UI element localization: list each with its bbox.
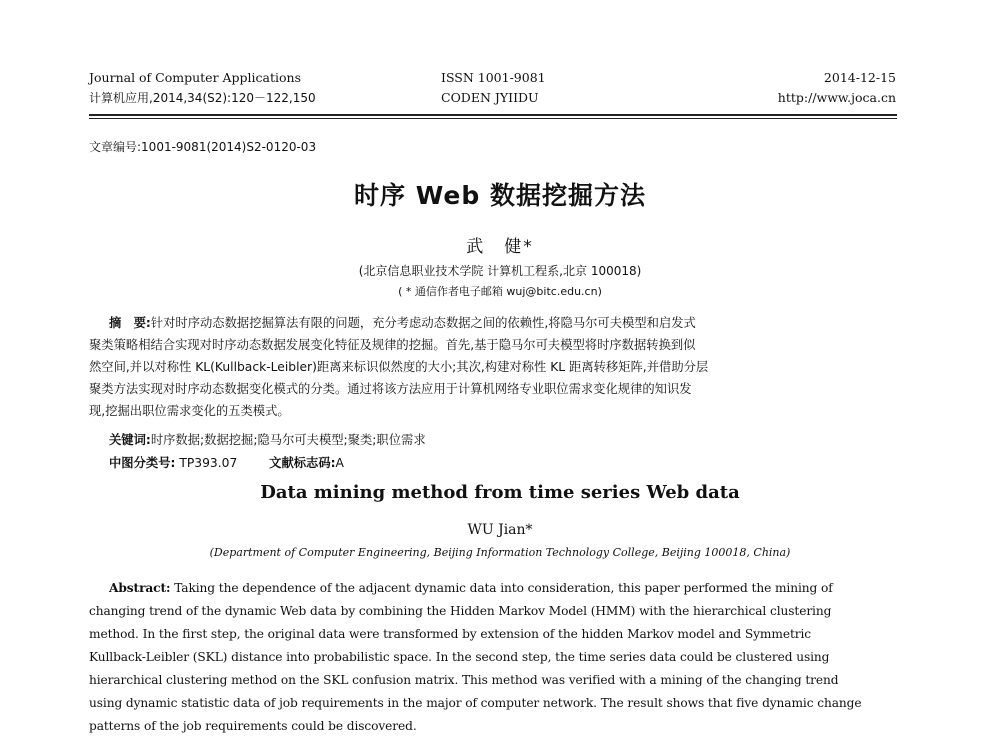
abstract-zh-line: 针对时序动态数据挖掘算法有限的问题，充分考虑动态数据之间的依赖性,将隐马尔可夫模型和启发式: [150, 316, 696, 330]
publication-date: 2014-12-15: [823, 70, 896, 85]
journal-citation-zh: 计算机应用,2014,34(S2):120－122,150: [89, 91, 316, 105]
author-en: WU Jian*: [467, 522, 533, 538]
header-rule-thick: [89, 114, 897, 116]
coden: CODEN JYIIDU: [441, 90, 539, 105]
abstract-en-label: Abstract:: [109, 581, 171, 595]
abstract-zh: [89, 312, 875, 422]
classification: [109, 453, 344, 471]
journal-url[interactable]: http://www.joca.cn: [777, 90, 896, 105]
abstract-zh-label: 摘 要:: [109, 316, 151, 330]
abstract-zh-line: 聚类方法实现对时序动态数据变化模式的分类。通过将该方法应用于计算机网络专业职位需求变化规律的知识发: [89, 382, 692, 396]
abstract-en-line: method. In the first step, the original data were transformed by extension of the hidden Markov model and Symmetric: [89, 627, 812, 641]
abstract-en-line: hierarchical clustering method on the SKL confusion matrix. This method was verified with a mining of the changing trend: [89, 673, 839, 687]
title-zh: 时序 Web 数据挖掘方法: [354, 181, 646, 210]
classification-value: TP393.07: [179, 456, 238, 470]
issn: ISSN 1001-9081: [441, 70, 546, 85]
abstract-en-line: Kullback-Leibler (SKL) distance into probabilistic space. In the second step, the time series data could be clustered using: [89, 650, 830, 664]
abstract-en-line: changing trend of the dynamic Web data by combining the Hidden Markov Model (HMM) with the hierarchical clustering: [89, 604, 832, 618]
abstract-zh-line: 聚类策略相结合实现对时序动态数据发展变化特征及规律的挖掘。首先,基于隐马尔可夫模型将时序数据转换到似: [89, 338, 696, 352]
document-code-value: A: [335, 456, 344, 470]
affiliation-zh: (北京信息职业技术学院 计算机工程系,北京 100018): [358, 264, 642, 278]
classification-label: 中图分类号:: [109, 456, 176, 470]
email-zh: ( * 通信作者电子邮箱 wuj@bitc.edu.cn): [398, 285, 602, 298]
journal-name-en: Journal of Computer Applications: [89, 70, 302, 85]
article-number: 文章编号:1001-9081(2014)S2-0120-03: [89, 140, 317, 154]
header-rule-thin: [89, 118, 897, 119]
abstract-zh-line: 然空间,并以对称性 KL(Kullback-Leibler)距离来标识似然度的大小;其次,构建对称性 KL 距离转移矩阵,并借助分层: [89, 360, 709, 374]
keywords-zh-label: 关键词:: [109, 433, 151, 447]
keywords-zh-text: 时序数据;数据挖掘;隐马尔可夫模型;聚类;职位需求: [150, 433, 426, 447]
title-en: Data mining method from time series Web data: [260, 482, 740, 503]
affiliation-en: (Department of Computer Engineering, Beijing Information Technology College, Beijing 100018, China): [209, 546, 791, 559]
abstract-en-line: using dynamic statistic data of job requirements in the major of computer network. The result shows that five dynamic change: [89, 696, 862, 710]
document-code-label: 文献标志码:: [269, 456, 336, 470]
abstract-en: [89, 577, 875, 738]
keywords-zh: [109, 430, 426, 448]
abstract-zh-line: 现,挖掘出职位需求变化的五类模式。: [89, 404, 290, 418]
author-zh: 武 健*: [466, 237, 534, 257]
abstract-en-line: Taking the dependence of the adjacent dynamic data into consideration, this paper performed the mining of: [170, 581, 833, 595]
abstract-en-line: patterns of the job requirements could be discovered.: [89, 719, 417, 733]
